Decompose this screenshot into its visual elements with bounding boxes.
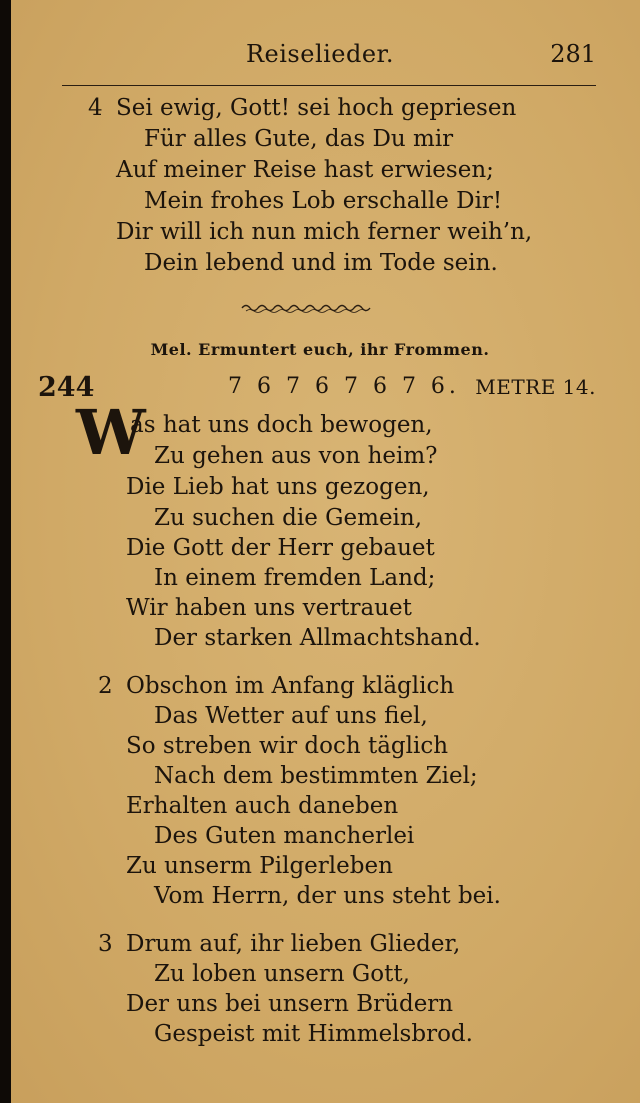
running-header-title: Reiselieder. <box>245 40 395 68</box>
verse-line: Die Lieb hat uns gezogen, <box>126 474 430 500</box>
page-number: 281 <box>550 40 596 68</box>
verse-line: Zu gehen aus von heim? <box>154 443 438 469</box>
stanza-number: 4 <box>88 95 103 121</box>
verse-line: Die Gott der Herr gebauet <box>126 535 435 561</box>
verse-line: Dir will ich nun mich ferner weih’n, <box>116 219 533 245</box>
verse-line: Sei ewig, Gott! sei hoch gepriesen <box>116 95 517 121</box>
verse-line: So streben wir doch täglich <box>126 733 449 759</box>
hymn-number: 244 <box>38 372 95 403</box>
verse-line: Auf meiner Reise hast erwiesen; <box>116 157 494 183</box>
verse-line: Des Guten mancherlei <box>154 823 415 849</box>
wavy-separator-ornament <box>240 300 375 316</box>
stanza-number: 2 <box>98 673 113 699</box>
verse-line: Mein frohes Lob erschalle Dir! <box>144 188 503 214</box>
verse-line: Zu loben unsern Gott, <box>154 961 410 987</box>
verse-line: as hat uns doch bewogen, <box>130 412 433 438</box>
verse-line: Obschon im Anfang kläglich <box>126 673 455 699</box>
header-rule <box>62 85 596 86</box>
verse-line: Zu unserm Pilgerleben <box>126 853 393 879</box>
verse-line: Das Wetter auf uns fiel, <box>154 703 428 729</box>
verse-line: Der starken Allmachtshand. <box>154 625 481 651</box>
verse-line: Erhalten auch daneben <box>126 793 399 819</box>
verse-line: Der uns bei unsern Brüdern <box>126 991 454 1017</box>
verse-line: Wir haben uns vertrauet <box>126 595 412 621</box>
drop-cap-initial: W <box>76 396 146 469</box>
verse-line: Gespeist mit Himmelsbrod. <box>154 1021 473 1047</box>
verse-line: Nach dem bestimmten Ziel; <box>154 763 478 789</box>
tune-reference: Mel. Ermuntert euch, ihr Frommen. <box>150 340 490 359</box>
stanza-number: 3 <box>98 931 113 957</box>
verse-line: Dein lebend und im Tode sein. <box>144 250 498 276</box>
meter-digits: 7 6 7 6 7 6 7 6. <box>228 374 460 399</box>
metre-label: METRE 14. <box>475 375 596 399</box>
verse-line: Drum auf, ihr lieben Glieder, <box>126 931 461 957</box>
verse-line: Vom Herrn, der uns steht bei. <box>154 883 501 909</box>
page-spine-shadow <box>0 0 11 1103</box>
verse-line: In einem fremden Land; <box>154 565 436 591</box>
verse-line: Zu suchen die Gemein, <box>154 505 423 531</box>
verse-line: Für alles Gute, das Du mir <box>144 126 454 152</box>
